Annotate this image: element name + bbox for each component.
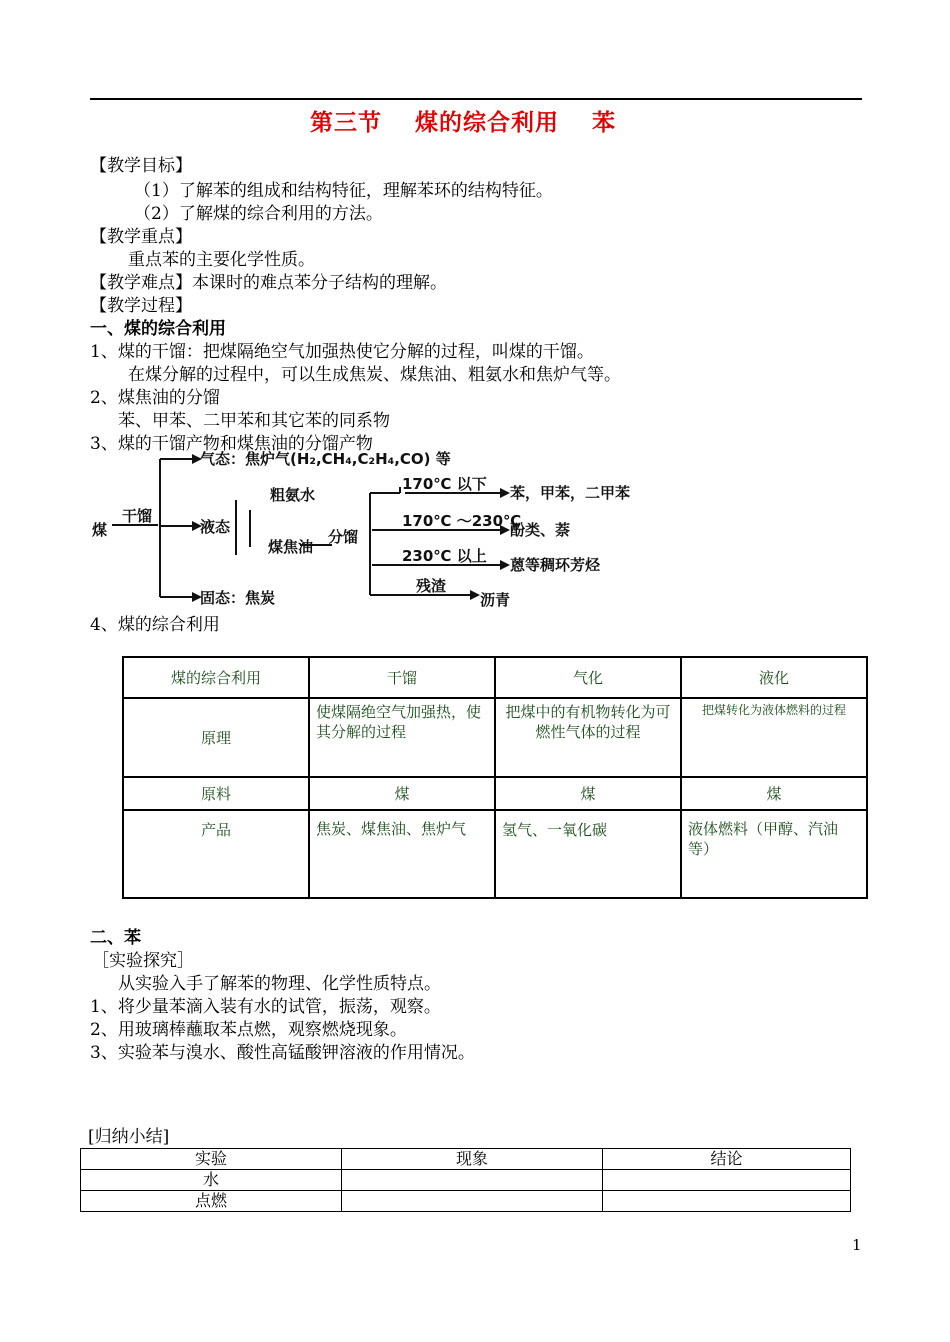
t2-row-1-experiment: 点燃: [81, 1191, 342, 1212]
summary-table: [80, 1148, 851, 1212]
diagram-residue: 残渣: [416, 577, 447, 595]
t1-material-label: 原料: [123, 777, 309, 810]
t2-row-0-phenomenon: [342, 1170, 603, 1191]
item-3: 3、煤的干馏产物和煤焦油的分馏产物: [90, 434, 373, 454]
diagram-tar: 煤焦油: [268, 538, 314, 556]
diagram-liquid: 液态: [200, 518, 231, 536]
t1-principle-label: 原理: [123, 698, 309, 777]
t2-row-0-experiment: 水: [81, 1170, 342, 1191]
item-1-sub: 在煤分解的过程中，可以生成焦炭、煤焦油、粗氨水和焦炉气等。: [128, 365, 621, 385]
summary-header: [归纳小结]: [88, 1127, 170, 1147]
diagram-product-4: 沥青: [480, 591, 511, 609]
t1-principle-dry: 使煤隔绝空气加强热，使其分解的过程: [309, 698, 495, 777]
t1-material-dry: 煤: [309, 777, 495, 810]
t1-header-0: 煤的综合利用: [123, 657, 309, 698]
t2-header-2: 结论: [603, 1149, 851, 1170]
goals-header: 【教学目标】: [90, 156, 192, 176]
experiment-header: ［实验探究］: [92, 951, 194, 971]
distillation-diagram: [0, 445, 950, 615]
diagram-temp-2: 170℃ ～230℃: [402, 512, 522, 530]
item-4: 4、煤的综合利用: [90, 615, 220, 635]
goal-1: （1）了解苯的组成和结构特征，理解苯环的结构特征。: [134, 181, 553, 201]
header-rule: [90, 98, 862, 100]
experiment-3: 3、实验苯与溴水、酸性高锰酸钾溶液的作用情况。: [90, 1043, 475, 1063]
t1-header-3: 液化: [681, 657, 867, 698]
page-title: 第三节 煤的综合利用 苯: [310, 109, 617, 136]
difficulty: 【教学难点】本课时的难点苯分子结构的理解。: [90, 273, 447, 293]
item-2: 2、煤焦油的分馏: [90, 388, 220, 408]
diagram-product-3: 蒽等稠环芳烃: [510, 556, 601, 574]
experiment-1: 1、将少量苯滴入装有水的试管，振荡，观察。: [90, 997, 441, 1017]
t1-principle-gas: 把煤中的有机物转化为可燃性气体的过程: [495, 698, 681, 777]
experiment-intro: 从实验入手了解苯的物理、化学性质特点。: [118, 974, 441, 994]
t2-header-1: 现象: [342, 1149, 603, 1170]
t1-header-1: 干馏: [309, 657, 495, 698]
t1-header-2: 气化: [495, 657, 681, 698]
diagram-temp-3: 230℃ 以上: [402, 547, 487, 565]
diagram-product-1: 苯，甲苯，二甲苯: [510, 484, 631, 502]
t2-row-0-conclusion: [603, 1170, 851, 1191]
diagram-gas: 气态：焦炉气(H₂,CH₄,C₂H₄,CO) 等: [200, 450, 451, 468]
t2-header-0: 实验: [81, 1149, 342, 1170]
diagram-dry-dist: 干馏: [122, 507, 153, 525]
process-header: 【教学过程】: [90, 296, 192, 316]
diagram-temp-1: 170℃ 以下: [402, 475, 487, 493]
section-1-title: 一、煤的综合利用: [90, 319, 226, 339]
t1-principle-liquid: 把煤转化为液体燃料的过程: [681, 698, 867, 777]
t1-product-liquid: 液体燃料（甲醇、汽油等）: [681, 810, 867, 898]
item-1: 1、煤的干馏：把煤隔绝空气加强热使它分解的过程，叫煤的干馏。: [90, 342, 594, 362]
item-2-sub: 苯、甲苯、二甲苯和其它苯的同系物: [118, 411, 390, 431]
t1-product-dry: 焦炭、煤焦油、焦炉气: [309, 810, 495, 898]
key-header: 【教学重点】: [90, 227, 192, 247]
t2-row-1-conclusion: [603, 1191, 851, 1212]
section-2-title: 二、苯: [90, 928, 141, 948]
key-text: 重点苯的主要化学性质。: [128, 250, 315, 270]
goal-2: （2）了解煤的综合利用的方法。: [134, 204, 383, 224]
coal-utilization-table: [122, 656, 868, 899]
t1-material-liquid: 煤: [681, 777, 867, 810]
t2-row-1-phenomenon: [342, 1191, 603, 1212]
diagram-product-2: 酚类、萘: [510, 521, 571, 539]
diagram-solid: 固态：焦炭: [200, 589, 276, 607]
diagram-ammonia: 粗氨水: [270, 486, 316, 504]
diagram-coal: 煤: [92, 521, 108, 539]
t1-product-gas: 氢气、一氧化碳: [495, 810, 681, 898]
t1-material-gas: 煤: [495, 777, 681, 810]
t1-product-label: 产品: [123, 810, 309, 898]
diagram-fractionation: 分馏: [328, 528, 359, 546]
experiment-2: 2、用玻璃棒蘸取苯点燃，观察燃烧现象。: [90, 1020, 407, 1040]
page-number: 1: [852, 1236, 862, 1254]
